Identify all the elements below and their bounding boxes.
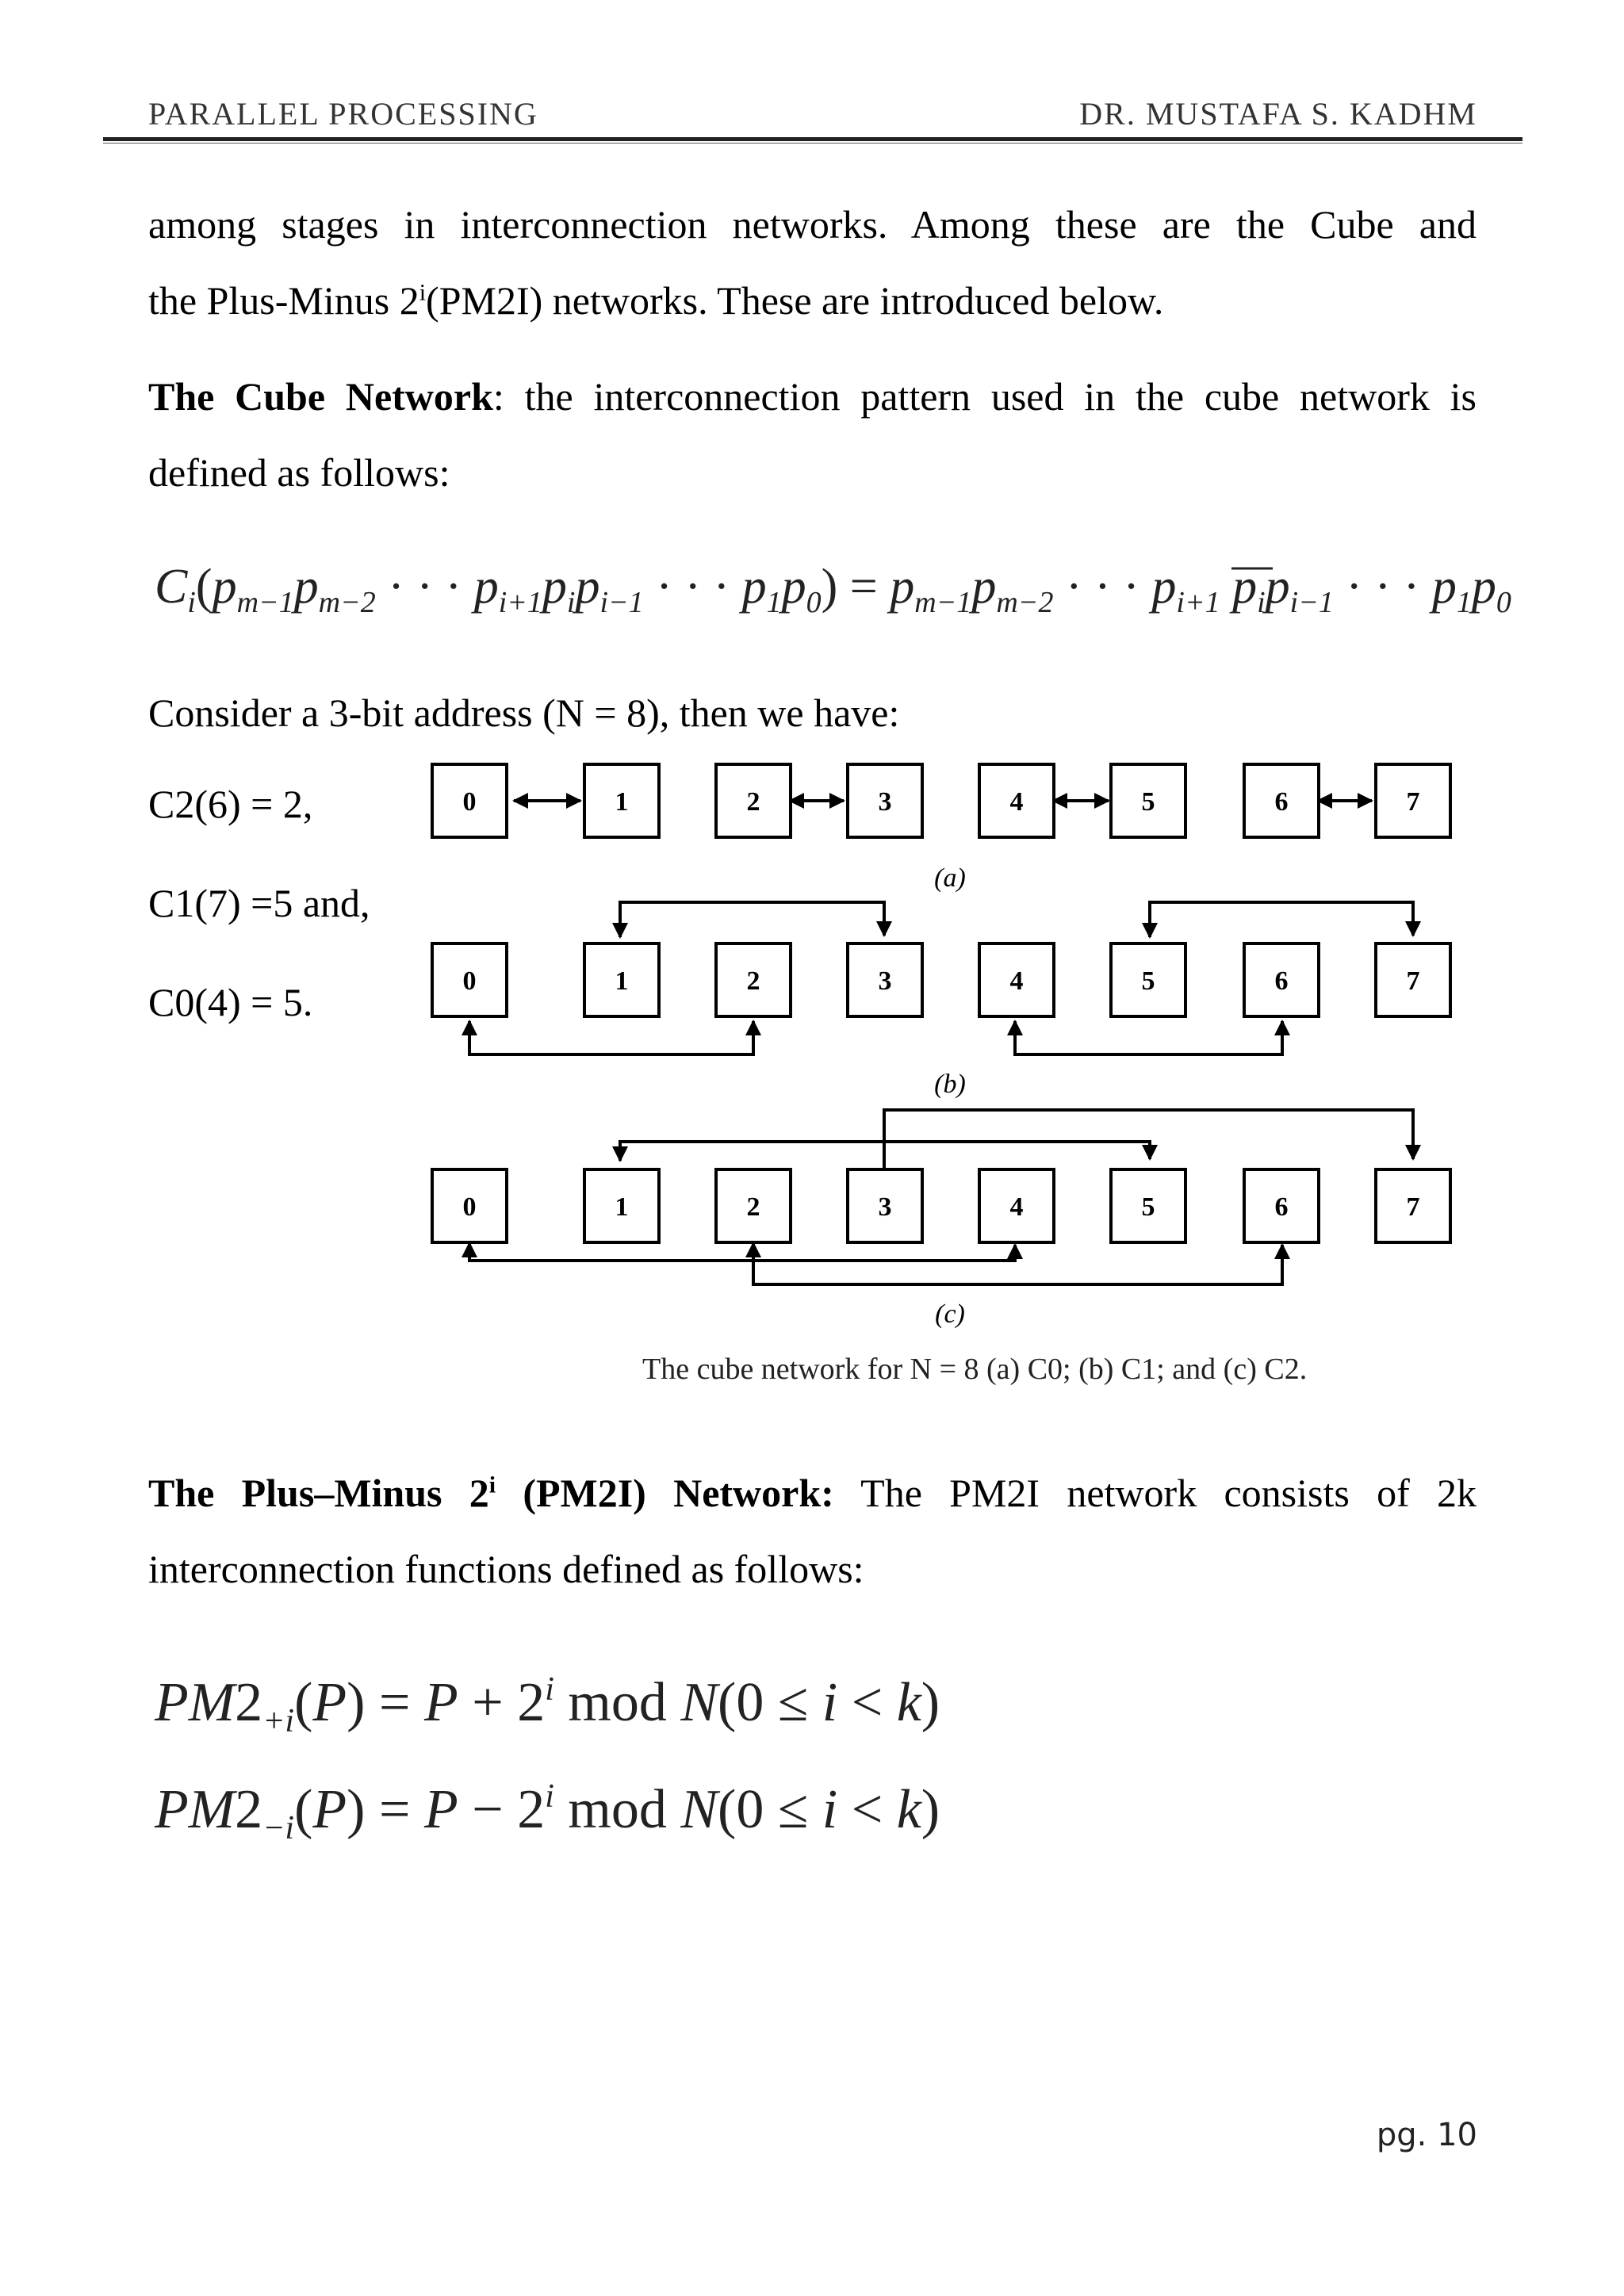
cube-line-1: The Cube Network: the interconnection pattern used in the cube network is — [148, 374, 1477, 419]
intro-line-2: the Plus-Minus 2$^i$(PM2I) networks. These are introduced below. — [148, 278, 1164, 323]
example-2: C1(7) =5 and, — [148, 881, 370, 925]
node-box — [1111, 943, 1185, 1016]
node-box — [584, 1169, 659, 1242]
node-box — [1111, 1169, 1185, 1242]
node-box — [432, 1169, 507, 1242]
node-box — [1244, 943, 1319, 1016]
pm2i-paragraph — [148, 1455, 1477, 1607]
node-box — [979, 764, 1054, 837]
node-label: 2 — [746, 1192, 760, 1222]
node-box — [979, 1169, 1054, 1242]
node-label: 6 — [1274, 787, 1289, 817]
node-box — [716, 764, 791, 837]
node-box — [979, 943, 1054, 1016]
node-box — [584, 764, 659, 837]
node-box — [1376, 764, 1450, 837]
node-label: 0 — [462, 787, 477, 817]
header-rule — [103, 137, 1522, 141]
node-box — [848, 1169, 922, 1242]
node-label: 3 — [878, 966, 892, 996]
cube-line-2: defined as follows: — [148, 450, 450, 495]
node-box — [1376, 943, 1450, 1016]
pm-plus-formula — [155, 1661, 1185, 1740]
node-box — [1244, 764, 1319, 837]
node-box — [848, 943, 922, 1016]
figure-caption: The cube network for N = 8 (a) C0; (b) C1; and (c) C2. — [642, 1353, 1308, 1386]
node-label: 1 — [615, 1192, 629, 1222]
cube-paragraph — [148, 358, 1477, 511]
node-label: 5 — [1141, 1192, 1155, 1222]
node-label: 1 — [615, 787, 629, 817]
intro-line-1: among stages in interconnection networks. Among these are the Cube and — [148, 202, 1477, 247]
node-box — [1111, 764, 1185, 837]
node-label: 4 — [1009, 787, 1024, 817]
node-label: 4 — [1009, 966, 1024, 996]
node-label: 4 — [1009, 1192, 1024, 1222]
node-label: 0 — [462, 1192, 477, 1222]
node-box — [1376, 1169, 1450, 1242]
example-3: C0(4) = 5. — [148, 980, 313, 1024]
node-label: 2 — [746, 787, 760, 817]
node-label: 2 — [746, 966, 760, 996]
node-box — [584, 943, 659, 1016]
pm-minus-formula — [155, 1768, 1185, 1847]
node-label: 5 — [1141, 787, 1155, 817]
pm2i-line-1: The Plus–Minus 2$^i$ (PM2I) Network: The PM2I network consists of 2k — [148, 1471, 1477, 1515]
node-label: 6 — [1274, 966, 1289, 996]
node-label: 7 — [1406, 966, 1420, 996]
cube-heading: The Cube Network — [148, 374, 493, 419]
svg-text:PM2+i(P) = P + 2i mod N(0 ≤ i: $PM2_{+i}(P) = P + 2^i$ mod N(0 ≤ i < k) — [155, 1671, 940, 1739]
node-label: 7 — [1406, 1192, 1420, 1222]
node-label: 1 — [615, 966, 629, 996]
node-box — [716, 1169, 791, 1242]
node-box — [848, 764, 922, 837]
node-box — [1244, 1169, 1319, 1242]
node-label: 0 — [462, 966, 477, 996]
node-label: 6 — [1274, 1192, 1289, 1222]
header-title: PARALLEL PROCESSING — [148, 96, 538, 132]
svg-text:Ci(pm−1pm−2 · · · pi+1pipi−1 ·: Ci(pm−1pm−2 · · · pi+1pipi−1 · · · p1p0) = pm−1pm−2 · · · pi+1 pipi−1 · · · p1p0 — [155, 560, 1511, 619]
example-1: C2(6) = 2, — [148, 782, 313, 826]
sublabel-b: (b) — [934, 1070, 966, 1099]
consider-text: Consider a 3-bit address (N = 8), then we have: — [148, 691, 900, 735]
pm2i-heading: The Plus–Minus 2$^i$ (PM2I) Network: — [148, 1471, 834, 1515]
node-box — [432, 764, 507, 837]
node-label: 3 — [878, 1192, 892, 1222]
header-author: DR. MUSTAFA S. KADHM — [1079, 96, 1477, 132]
node-box — [432, 943, 507, 1016]
sublabel-a: (a) — [934, 863, 966, 893]
cube-network-figure — [420, 745, 1475, 1403]
cube-formula — [155, 551, 1511, 622]
node-label: 3 — [878, 787, 892, 817]
svg-text:PM2−i(P) = P − 2i mod N(0 ≤ i: $PM2_{-i}(P) = P - 2^i$ mod N(0 ≤ i < k) — [155, 1778, 940, 1846]
sublabel-c: (c) — [935, 1299, 965, 1329]
intro-paragraph — [148, 186, 1477, 339]
pm2i-line-2: interconnection functions defined as follows: — [148, 1547, 864, 1591]
node-box — [716, 943, 791, 1016]
node-label: 5 — [1141, 966, 1155, 996]
header-rule-thin — [103, 143, 1522, 144]
node-layer — [432, 764, 1450, 1242]
page-number: pg. 10 — [1376, 2117, 1477, 2153]
node-label: 7 — [1406, 787, 1420, 817]
